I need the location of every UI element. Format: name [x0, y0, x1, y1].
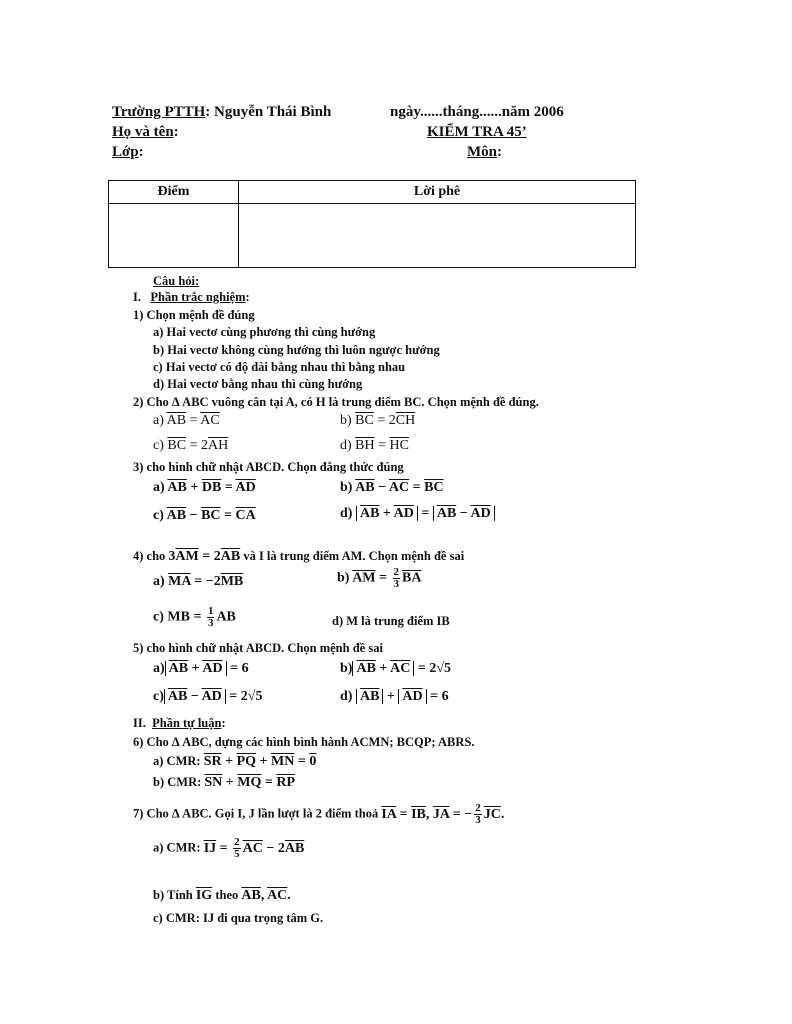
school-line	[112, 104, 331, 121]
class-line: Lớp:	[112, 144, 144, 160]
part2-heading: II. Phần tự luận:	[133, 716, 226, 730]
q4-option-b[interactable]: b) $\overline{AM}$ = $\frac{2}{3}$ $\overline{BA}$	[337, 566, 422, 590]
score-cell[interactable]	[109, 204, 239, 268]
subject-label: Môn	[467, 144, 497, 160]
q7-part-a: a) CMR: $\overline{IJ}$ = $\frac{2}{5}$ $\overline{AC} - 2\overline{AB}$	[153, 836, 305, 860]
q5-option-c[interactable]: c) $\overline{AB} - \overline{AD} = 2√5$	[153, 689, 263, 704]
q5-option-d[interactable]: d) $\overline{AB} + \overline{AD} = 6$	[340, 689, 449, 704]
q2-option-d[interactable]: d) $\overline{BH} = \overline{HC}$	[340, 438, 409, 453]
q1-option-c[interactable]: c) Hai vectơ có độ dài bằng nhau thì bằng nhau	[153, 360, 406, 374]
q6-part-a: a) CMR: $\overline{SR} + \overline{PQ} + \overline{MN} = 0$	[153, 754, 317, 769]
q5-stem: 5) cho hình chữ nhật ABCD. Chọn mệnh đề sai	[133, 641, 383, 655]
q2-option-b[interactable]: b) $\overline{BC} = 2\overline{CH}$	[340, 413, 416, 428]
q1-option-a[interactable]: a) Hai vectơ cùng phương thì cùng hướng	[153, 325, 376, 339]
q2-option-a[interactable]: a) $\overline{AB} = \overline{AC}$	[153, 413, 220, 428]
q1-stem: 1) Chọn mệnh đề đúng	[133, 308, 255, 322]
q4-stem: 4) cho $3\overline{AM} = 2\overline{AB}$ và I là trung điểm AM. Chọn mệnh đề sai	[133, 549, 465, 564]
comment-cell[interactable]	[239, 204, 636, 268]
comment-header: Lời phê	[239, 181, 636, 204]
q1-option-d[interactable]: d) Hai vectơ bằng nhau thì cùng hướng	[153, 377, 363, 391]
q2-stem: 2) Cho Δ ABC vuông cân tại A, có H là trung điểm BC. Chọn mệnh đề đúng.	[133, 395, 539, 409]
q6-part-b: b) CMR: $\overline{SN} + \overline{MQ} = \overline{RP}$	[153, 775, 296, 790]
q6-stem: 6) Cho Δ ABC, dựng các hình bình hành ACMN; BCQP; ABRS.	[133, 735, 475, 749]
school-label: Trường PTTH	[112, 104, 206, 120]
score-header: Điểm	[109, 181, 239, 204]
class-label: Lớp	[112, 144, 139, 160]
q7-part-c: c) CMR: IJ đi qua trọng tâm G.	[153, 911, 324, 925]
q3-option-b[interactable]: b) $\overline{AB} - \overline{AC} = \overline{BC}$	[340, 480, 444, 495]
q3-option-c[interactable]: c) $\overline{AB} - \overline{BC} = \overline{CA}$	[153, 508, 256, 523]
q4-option-c[interactable]: c) MB = $\frac{1}{3}$ AB	[153, 605, 236, 629]
q1-option-b[interactable]: b) Hai vectơ không cùng hướng thì luôn ngược hướng	[153, 343, 440, 357]
q3-option-a[interactable]: a) $\overline{AB} + \overline{DB} = \overline{AD}$	[153, 480, 256, 495]
q3-option-d[interactable]: d) $\overline{AB} + \overline{AD} = \overline{AB} - \overline{AD}$	[340, 506, 495, 522]
q5-option-a[interactable]: a) $\overline{AB} + \overline{AD} = 6$	[153, 661, 249, 676]
q4-option-d[interactable]: d) M là trung điểm IB	[332, 614, 450, 628]
q3-stem: 3) cho hình chữ nhật ABCD. Chọn đẳng thức đúng	[133, 460, 404, 474]
q7-part-b: b) Tính $\overline{IG}$ theo $\overline{AB}$, $\overline{AC}$.	[153, 888, 291, 903]
questions-heading: Câu hỏi:	[153, 274, 200, 288]
q4-option-a[interactable]: a) $\overline{MA} = -2\overline{MB}$	[153, 574, 244, 589]
school-name: : Nguyễn Thái Bình	[205, 104, 332, 120]
subject-line: Môn:	[467, 144, 502, 160]
date-line: ngày......tháng......năm 2006	[390, 104, 564, 120]
q5-option-b[interactable]: b) $\overline{AB} + \overline{AC} = 2√5$	[340, 661, 452, 676]
name-line: Họ và tên:	[112, 124, 179, 140]
grade-table	[108, 180, 636, 268]
name-label: Họ và tên	[112, 124, 174, 140]
q7-stem: 7) Cho Δ ABC. Gọi I, J lần lượt là 2 điểm thoả $\overline{IA} = \overline{IB}$, $\overline{JA}$ = − $\frac{2}{3}$ $\overline{JC}$.	[133, 802, 505, 826]
q2-option-c[interactable]: c) $\overline{BC} = 2\overline{AH}$	[153, 438, 229, 453]
part1-heading: I. Phần trắc nghiệm:	[133, 290, 250, 304]
exam-title: KIỂM TRA 45’	[427, 124, 527, 140]
